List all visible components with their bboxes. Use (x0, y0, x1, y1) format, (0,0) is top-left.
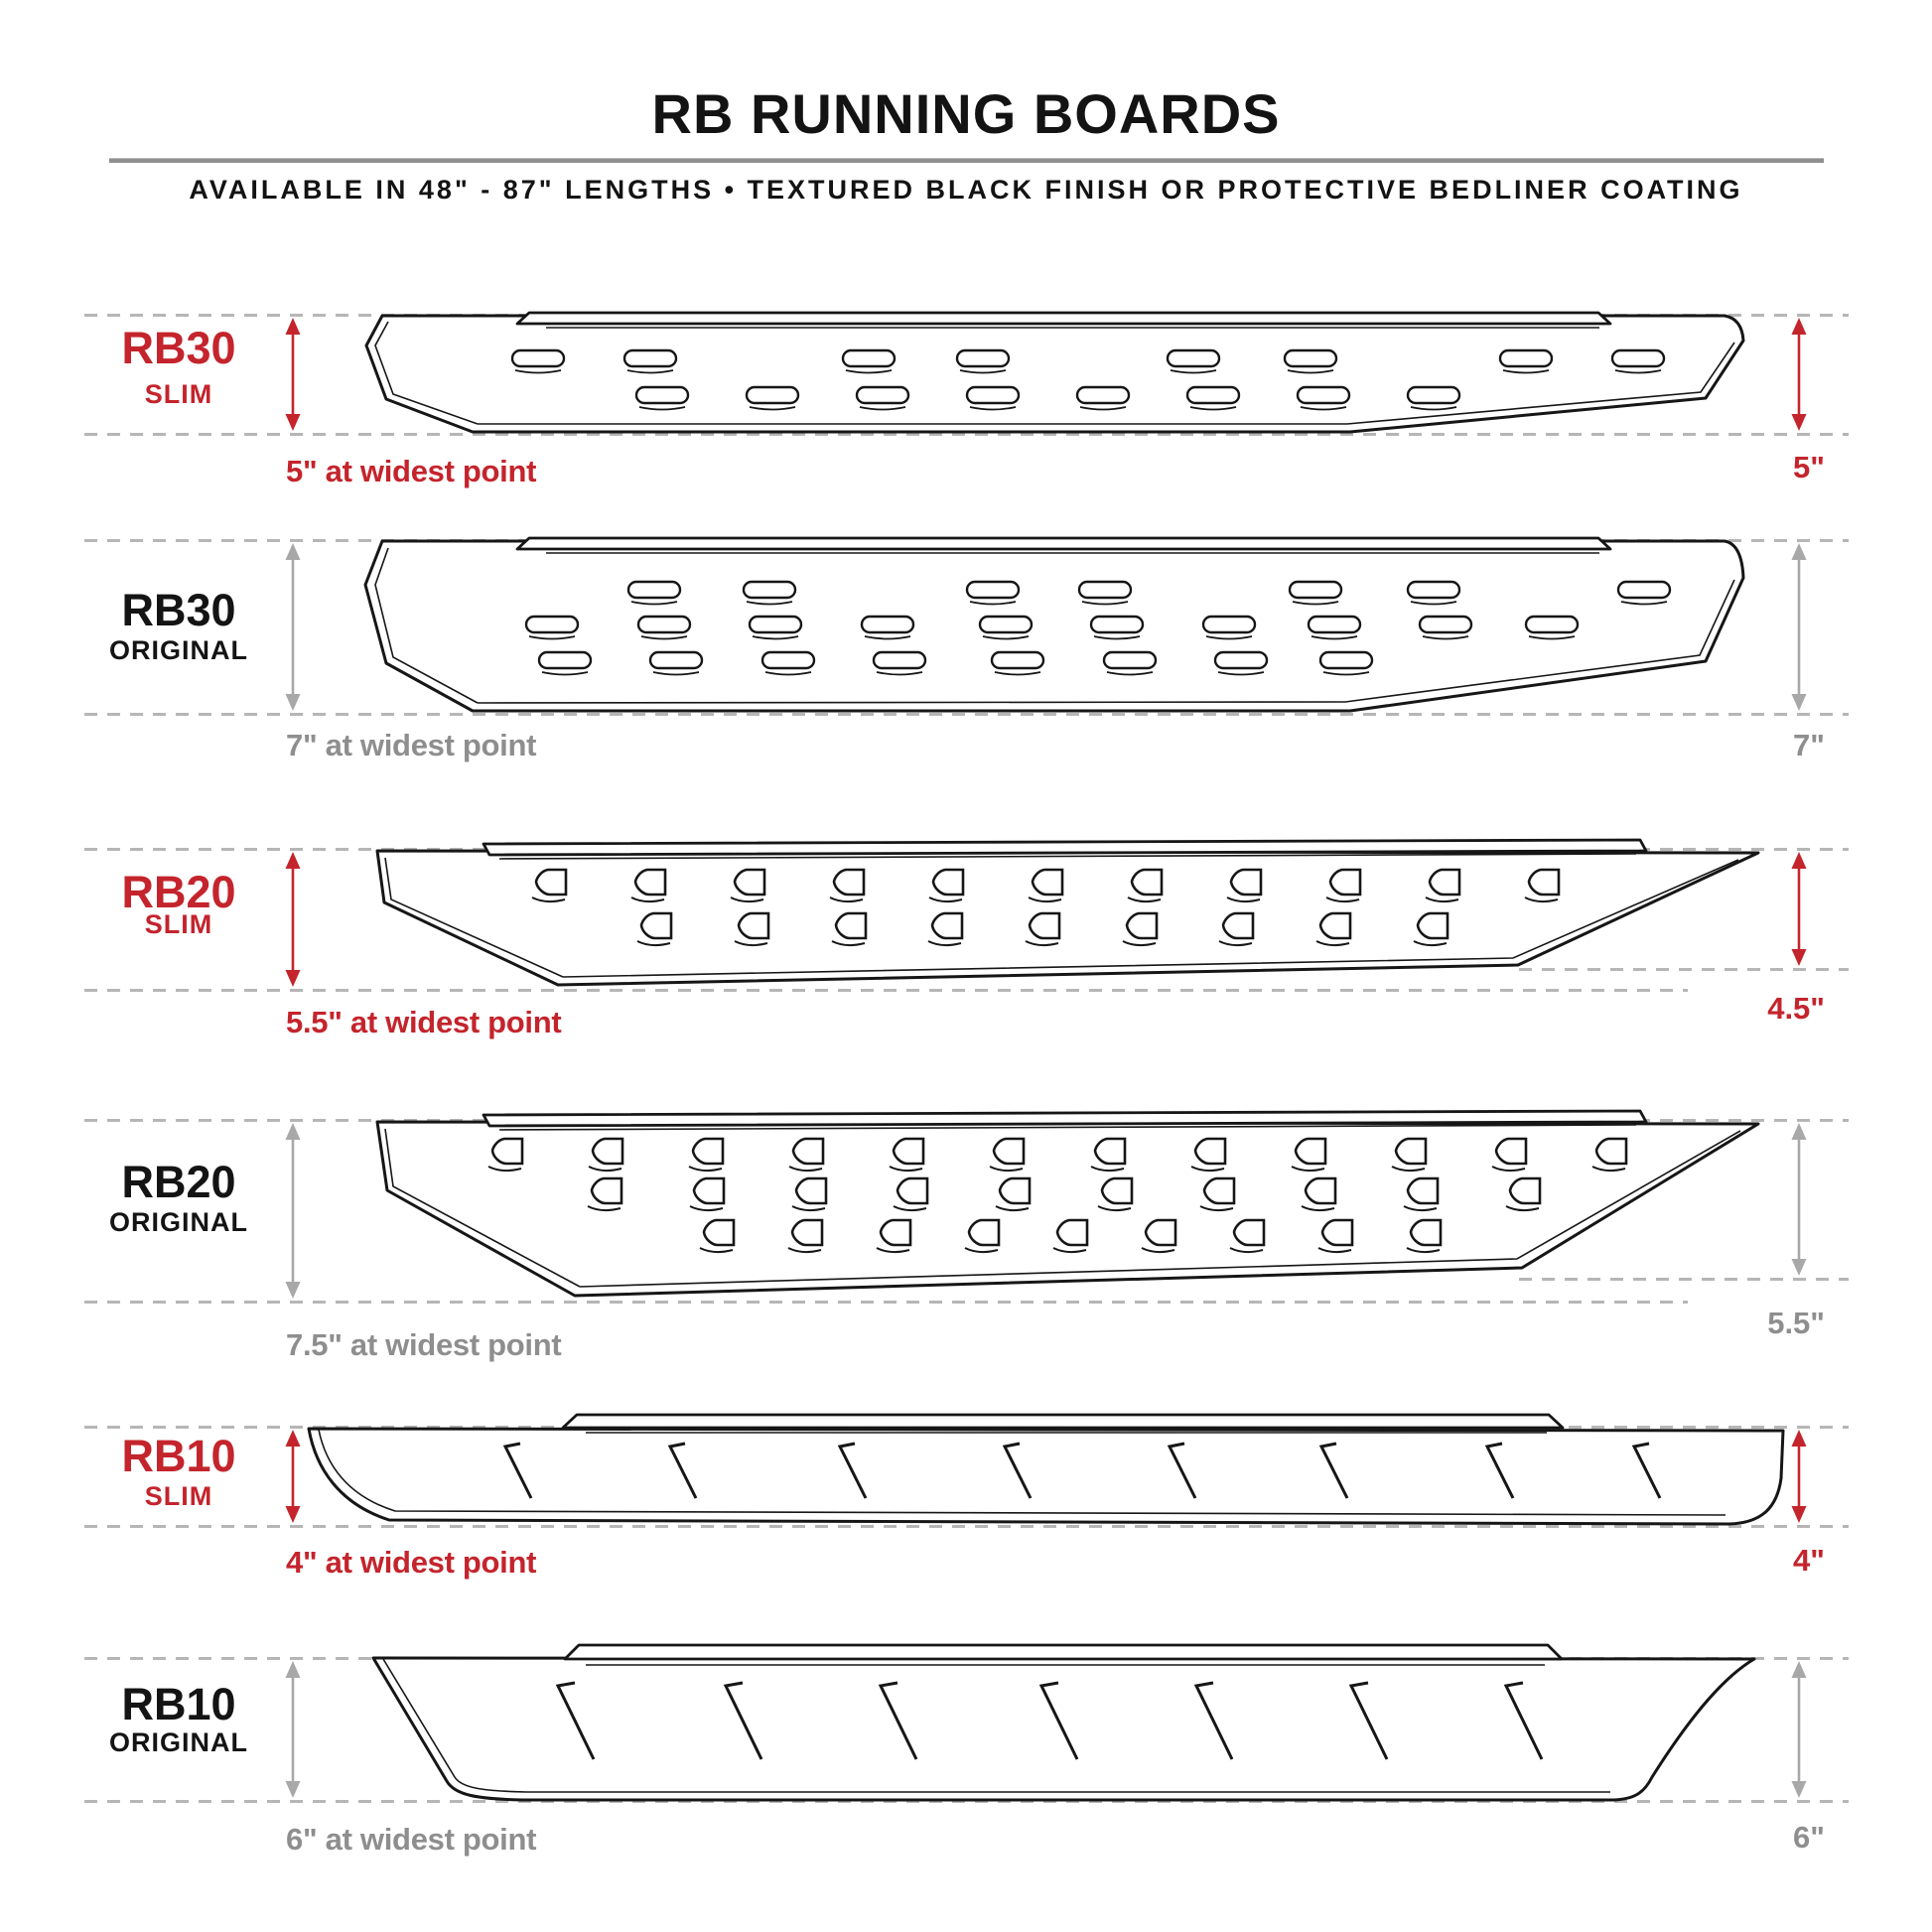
page-title: RB RUNNING BOARDS (651, 82, 1281, 145)
model-label: RB20 (121, 1157, 236, 1207)
board-drawing-rb10-slim (288, 1427, 1787, 1526)
body-outline (309, 1429, 1783, 1524)
variant-label: SLIM (144, 379, 213, 409)
body-outline (366, 316, 1743, 432)
width-caption: 5" at widest point (286, 454, 537, 488)
model-label: RB10 (121, 1679, 236, 1729)
height-label: 7" (1793, 728, 1825, 762)
width-caption: 5.5" at widest point (286, 1005, 562, 1039)
board-drawing-rb30-original (288, 540, 1787, 714)
body-outline (377, 1122, 1758, 1296)
variant-label: SLIM (144, 1481, 213, 1511)
width-caption: 7.5" at widest point (286, 1327, 562, 1362)
variant-label: SLIM (144, 909, 213, 939)
dimension-arrow-right (1787, 1661, 1811, 1798)
variant-label: ORIGINAL (109, 1207, 248, 1237)
page-subtitle: AVAILABLE IN 48" - 87" LENGTHS • TEXTURED BLACK FINISH OR PROTECTIVE BEDLINER COATING (189, 175, 1743, 205)
dimension-arrow-right (1787, 1430, 1811, 1523)
model-label: RB30 (121, 323, 236, 373)
variant-label: ORIGINAL (109, 635, 248, 665)
width-caption: 4" at widest point (286, 1545, 537, 1580)
board-drawing-rb10-original (288, 1658, 1787, 1801)
board-drawing-rb20-original (288, 1120, 1787, 1302)
height-label: 5.5" (1767, 1306, 1825, 1340)
height-label: 4" (1793, 1543, 1825, 1578)
height-label: 5" (1793, 450, 1825, 484)
board-drawing-rb20-slim (288, 849, 1787, 990)
width-caption: 7" at widest point (286, 728, 537, 762)
width-caption: 6" at widest point (286, 1822, 537, 1857)
model-label: RB20 (121, 867, 236, 917)
board-drawing-rb30-slim (288, 315, 1787, 434)
title-divider (109, 158, 1824, 163)
height-label: 6" (1793, 1820, 1825, 1855)
dimension-arrow-right (1787, 1123, 1811, 1276)
height-label: 4.5" (1767, 991, 1825, 1026)
dimension-arrow-right (1787, 543, 1811, 711)
model-label: RB10 (121, 1431, 236, 1481)
variant-label: ORIGINAL (109, 1727, 248, 1757)
dimension-arrow-right (1787, 852, 1811, 966)
model-label: RB30 (121, 585, 236, 635)
dimension-arrow-right (1787, 318, 1811, 431)
